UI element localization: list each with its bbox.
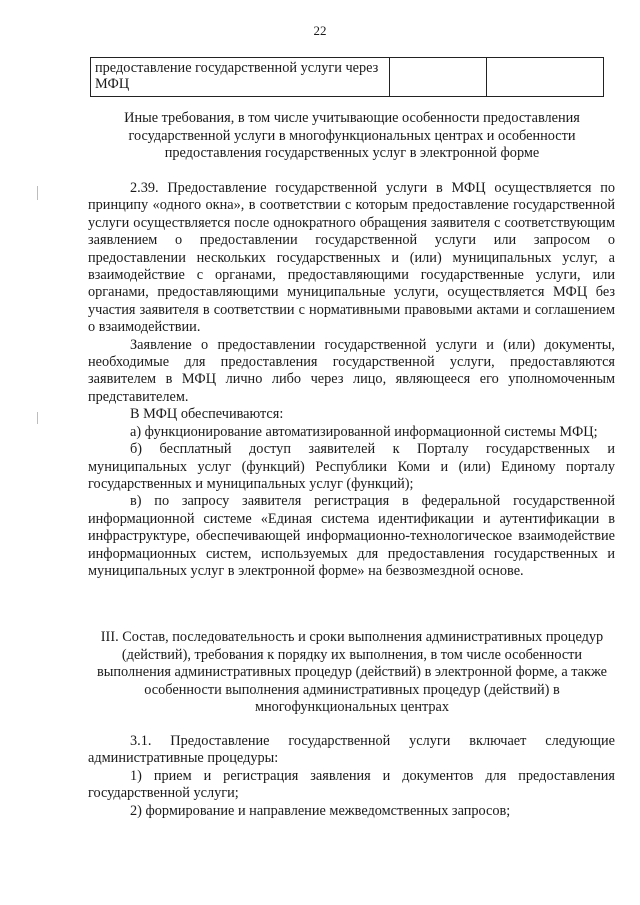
- section-heading-mfc-requirements: Иные требования, в том числе учитывающие особенности предоставления государственной услуги в многофункциональных центрах и особенности предоставления государственных услуг в электронной форме: [124, 110, 580, 161]
- list-item-a: а) функционирование автоматизированной информационной системы МФЦ;: [130, 423, 598, 440]
- list-item-c: в) по запросу заявителя регистрация в федеральной государственной информационной системе «Единая система идентификации и аутентификации в инфраструктуре, обеспечивающей информационно-технологическое взаимодействие информационных систем, используемых для предоставления государственных и муниципальных услуг в электронной форме» на безвозмездной основе.: [88, 493, 615, 579]
- margin-mark: [37, 186, 38, 200]
- paragraph-mfc-provides: В МФЦ обеспечиваются:: [130, 406, 284, 423]
- paragraph-2-39: 2.39. Предоставление государственной услуги в МФЦ осуществляется по принципу «одного окна», в соответствии с которым предоставление государственной услуги осуществляется после однократного обращения заявителя с соответствующим заявлением о предоставлении государственной услуги или запросом о предоставлении нескольких государственных и (или) муниципальных услуг, а взаимодействие с органами, предоставляющими государственные услуги, или органами, предоставляющими муниципальные услуги, осуществляется МФЦ без участия заявителя в соответствии с нормативными правовыми актами и соглашением о взаимодействии.: [88, 180, 615, 336]
- paragraph-application: Заявление о предоставлении государственной услуги и (или) документы, необходимые для предоставления государственной услуги, предоставляются заявителем в МФЦ лично либо через лицо, являющееся его уполномоченным представителем.: [88, 336, 615, 405]
- section-2-39-text: [88, 180, 615, 580]
- table-cell-empty-1: [390, 58, 487, 97]
- table-cell-service-description: предоставление государственной услуги через МФЦ: [91, 58, 390, 97]
- section-3-1-text: [88, 733, 615, 820]
- table-cell-empty-2: [487, 58, 604, 97]
- table-row: [91, 58, 604, 97]
- margin-mark: [37, 412, 38, 424]
- page-number: 22: [313, 23, 327, 38]
- procedure-item-2: 2) формирование и направление межведомственных запросов;: [130, 802, 511, 819]
- section-heading-iii: III. Состав, последовательность и сроки выполнения административных процедур (действий), требования к порядку их выполнения, в том числе особенности выполнения административных процедур (действий) в электронной форме, а также особенности выполнения административных процедур (действий) в многофункциональных центрах: [97, 629, 607, 715]
- list-item-b: б) бесплатный доступ заявителей к Порталу государственных и муниципальных услуг (функций) Республики Коми и (или) Единому порталу государственных и муниципальных услуг (функций);: [88, 441, 615, 492]
- procedure-item-1: 1) прием и регистрация заявления и документов для предоставления государственной услуги;: [88, 767, 615, 802]
- continuation-table: [90, 57, 604, 97]
- paragraph-3-1: 3.1. Предоставление государственной услуги включает следующие административные процедуры:: [88, 733, 615, 767]
